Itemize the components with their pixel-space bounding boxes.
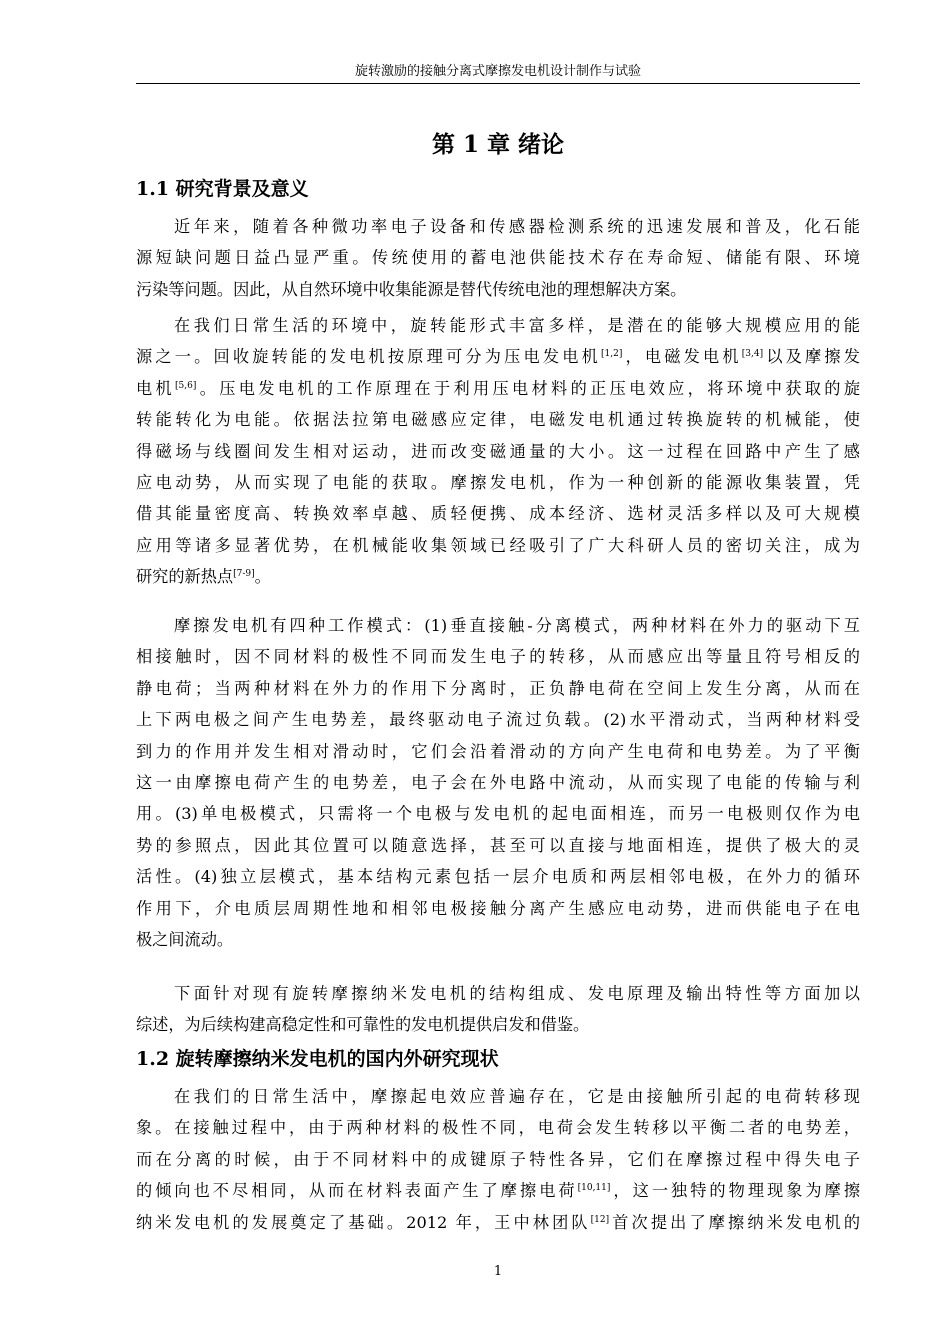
paragraph-line: [136, 561, 860, 592]
paragraph-line: 而在分离的时候，由于不同材料中的成键原子特性各异，它们在摩擦过程中得失电子: [136, 1149, 860, 1169]
paragraph-line: 综述，为后续构建高稳定性和可靠性的发电机提供启发和借鉴。: [136, 1015, 590, 1035]
paragraph-line: 近年来，随着各种微功率电子设备和传感器检测系统的迅速发展和普及，化石能: [174, 217, 860, 236]
paragraph-line: 作用下，介电质层周期性地和相邻电极接触分离产生感应电动势，进而供能电子在电: [136, 898, 860, 918]
citation: [1,2]: [601, 349, 623, 360]
paragraph-line: 污染等问题。因此，从自然环境中收集能源是替代传统电池的理想解决方案。: [136, 279, 687, 299]
paragraph-2: [136, 310, 860, 593]
section-heading-1-2: 1.2 旋转摩擦纳米发电机的国内外研究现状: [136, 1048, 499, 1070]
text-run: 。: [254, 567, 271, 587]
paragraph-line: [136, 1175, 860, 1206]
text-run: 源之一。回收旋转能的发电机按原理可分为压电发电机: [136, 347, 601, 367]
paragraph-line: 得磁场与线圈间发生相对运动，进而改变磁通量的大小。这一过程在回路中产生了感: [136, 441, 860, 461]
citation: [5,6]: [175, 380, 197, 391]
paragraph-line: 下面针对现有旋转摩擦纳米发电机的结构组成、发电原理及输出特性等方面加以: [174, 984, 860, 1003]
text-run: 首次提出了摩擦纳米发电机的: [609, 1212, 861, 1232]
paragraph-line: 这一由摩擦电荷产生的电势差，电子会在外电路中流动，从而实现了电能的传输与利: [136, 772, 860, 792]
chapter-title: 第 1 章 绪论: [431, 131, 565, 158]
paragraph-line: 应电动势，从而实现了电能的获取。摩擦发电机，作为一种创新的能源收集装置，凭: [136, 472, 860, 492]
running-header: 旋转激励的接触分离式摩擦发电机设计制作与试验: [354, 64, 641, 79]
paragraph-line: [136, 373, 860, 404]
paragraph-line: 相接触时，因不同材料的极性不同而发生电子的转移，从而感应出等量且符号相反的: [136, 647, 860, 667]
paragraph-line: 静电荷；当两种材料在外力的作用下分离时，正负静电荷在空间上发生分离，从而在: [136, 678, 860, 698]
citation: [12]: [590, 1214, 610, 1225]
paragraph-line: 到力的作用并发生相对滑动时，它们会沿着滑动的方向产生电荷和电势差。为了平衡: [136, 741, 860, 761]
paragraph-line: 源短缺问题日益凸显严重。传统使用的蓄电池供能技术存在寿命短、储能有限、环境: [136, 248, 860, 268]
text-run: 研究的新热点: [136, 567, 234, 587]
paragraph-line: 势的参照点，因此其位置可以随意选择，甚至可以直接与地面相连，提供了极大的灵: [136, 835, 860, 855]
citation: [3,4]: [741, 349, 764, 360]
paragraph-line: 转能转化为电能。依据法拉第电磁感应定律，电磁发电机通过转换旋转的机械能，使: [136, 410, 860, 430]
paragraph-line: 应用等诸多显著优势，在机械能收集领域已经吸引了广大科研人员的密切关注，成为: [136, 535, 860, 555]
text-run: 的倾向也不尽相同，从而在材料表面产生了摩擦电荷: [136, 1181, 578, 1201]
citation: [7-9]: [233, 569, 255, 580]
text-run: 纳米发电机的发展奠定了基础。2012 年，王中林团队: [136, 1212, 591, 1232]
paragraph-line: 象。在接触过程中，由于两种材料的极性不同，电荷会发生转移以平衡二者的电势差，: [136, 1118, 860, 1138]
paragraph-line: 活性。(4)独立层模式，基本结构元素包括一层介电质和两层相邻电极，在外力的循环: [136, 867, 860, 887]
page-number: 1: [493, 1264, 503, 1279]
paragraph-line: [136, 1207, 860, 1238]
paragraph-line: 借其能量密度高、转换效率卓越、质轻便携、成本经济、选材灵活多样以及可大规模: [136, 504, 860, 524]
paragraph-line: 在我们的日常生活中，摩擦起电效应普遍存在，它是由接触所引起的电荷转移现: [174, 1087, 860, 1106]
text-run: ，这一独特的物理现象为摩擦: [610, 1181, 861, 1201]
paragraph-line: 用。(3)单电极模式，只需将一个电极与发电机的起电面相连，而另一电极则仅作为电: [136, 804, 860, 824]
paragraph-line: [136, 341, 860, 372]
paragraph-5: [136, 1081, 860, 1238]
paragraph-3: [136, 610, 860, 955]
text-run: 。压电发电机的工作原理在于利用压电材料的正压电效应，将环境中获取的旋: [196, 378, 861, 398]
text-run: 以及摩擦发: [763, 347, 860, 367]
paragraph-line: 极之间流动。: [136, 929, 234, 949]
text-run: 电机: [136, 378, 176, 398]
text-run: ，电磁发电机: [622, 347, 742, 367]
paragraph-line: 上下两电极之间产生电势差，最终驱动电子流过负载。(2)水平滑动式，当两种材料受: [136, 710, 860, 730]
paragraph-1: [136, 211, 860, 305]
paragraph-4: [136, 978, 860, 1041]
header-rule: [136, 83, 860, 84]
paragraph-line: 摩擦发电机有四种工作模式：(1)垂直接触-分离模式，两种材料在外力的驱动下互: [174, 616, 860, 635]
section-heading-1-1: 1.1 研究背景及意义: [136, 178, 309, 200]
paragraph-line: 在我们日常生活的环境中，旋转能形式丰富多样，是潜在的能够大规模应用的能: [174, 316, 860, 335]
citation: [10,11]: [577, 1183, 611, 1194]
